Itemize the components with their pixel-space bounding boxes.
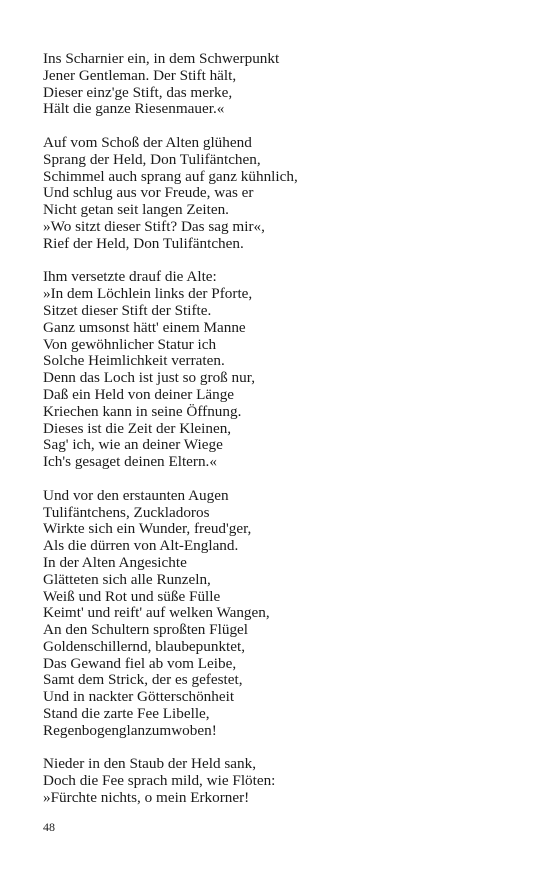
poem-line: Doch die Fee sprach mild, wie Flöten: — [43, 772, 276, 790]
stanza — [43, 135, 503, 253]
poem-line: Dieses ist die Zeit der Kleinen, — [43, 419, 232, 437]
poem-line: Ganz umsonst hätt' einem Manne — [43, 318, 246, 336]
stanza — [43, 51, 503, 118]
poem-line: Rief der Held, Don Tulifäntchen. — [43, 234, 244, 252]
poem-line: Glätteten sich alle Runzeln, — [43, 570, 211, 588]
poem-line: »Fürchte nichts, o mein Erkorner! — [43, 789, 250, 807]
poem-line: Goldenschillernd, blaubepunktet, — [43, 637, 246, 655]
stanza — [43, 269, 503, 471]
poem-line: Dieser einz'ge Stift, das merke, — [43, 83, 233, 101]
poem-line: Auf vom Schoß der Alten glühend — [43, 133, 252, 151]
page-number: 48 — [43, 820, 55, 834]
poem-line: Sitzet dieser Stift der Stifte. — [43, 301, 212, 319]
poem-line: Nicht getan seit langen Zeiten. — [43, 201, 229, 219]
poem-line: In der Alten Angesichte — [43, 553, 187, 571]
poem-line: Und vor den erstaunten Augen — [43, 486, 229, 504]
poem-text — [43, 51, 503, 824]
poem-line: Ihm versetzte drauf die Alte: — [43, 268, 217, 286]
poem-line: »Wo sitzt dieser Stift? Das sag mir«, — [43, 217, 265, 235]
poem-line: Schimmel auch sprang auf ganz kühnlich, — [43, 167, 298, 185]
poem-line: Als die dürren von Alt-England. — [43, 537, 239, 555]
poem-line: Das Gewand fiel ab vom Leibe, — [43, 654, 237, 672]
poem-line: Wirkte sich ein Wunder, freud'ger, — [43, 520, 252, 538]
poem-line: An den Schultern sproßten Flügel — [43, 621, 249, 639]
poem-line: Ins Scharnier ein, in dem Schwerpunkt — [43, 50, 280, 67]
poem-line: Regenbogenglanzumwoben! — [43, 721, 217, 739]
poem-line: Keimt' und reift' auf welken Wangen, — [43, 604, 270, 622]
stanza — [43, 756, 503, 806]
poem-line: Sprang der Held, Don Tulifäntchen, — [43, 150, 261, 168]
poem-line: Und in nackter Götterschönheit — [43, 688, 235, 706]
poem-line: Denn das Loch ist just so groß nur, — [43, 369, 255, 387]
stanza — [43, 488, 503, 740]
poem-line: Von gewöhnlicher Statur ich — [43, 335, 217, 353]
poem-line: Samt dem Strick, der es gefestet, — [43, 671, 243, 689]
poem-line: »In dem Löchlein links der Pforte, — [43, 285, 253, 303]
poem-line: Sag' ich, wie an deiner Wiege — [43, 436, 223, 454]
poem-line: Daß ein Held von deiner Länge — [43, 385, 235, 403]
poem-line: Nieder in den Staub der Held sank, — [43, 755, 256, 773]
poem-line: Tulifäntchens, Zuckladoros — [43, 503, 210, 521]
poem-line: Stand die zarte Fee Libelle, — [43, 705, 210, 723]
poem-line: Ich's gesaget deinen Eltern.« — [43, 453, 217, 471]
poem-line: Hält die ganze Riesenmauer.« — [43, 100, 225, 118]
poem-line: Und schlug aus vor Freude, was er — [43, 184, 254, 202]
poem-line: Kriechen kann in seine Öffnung. — [43, 402, 242, 420]
poem-line: Weiß und Rot und süße Fülle — [43, 587, 221, 605]
poem-line: Jener Gentleman. Der Stift hält, — [43, 66, 237, 84]
poem-line: Solche Heimlichkeit verraten. — [43, 352, 225, 370]
